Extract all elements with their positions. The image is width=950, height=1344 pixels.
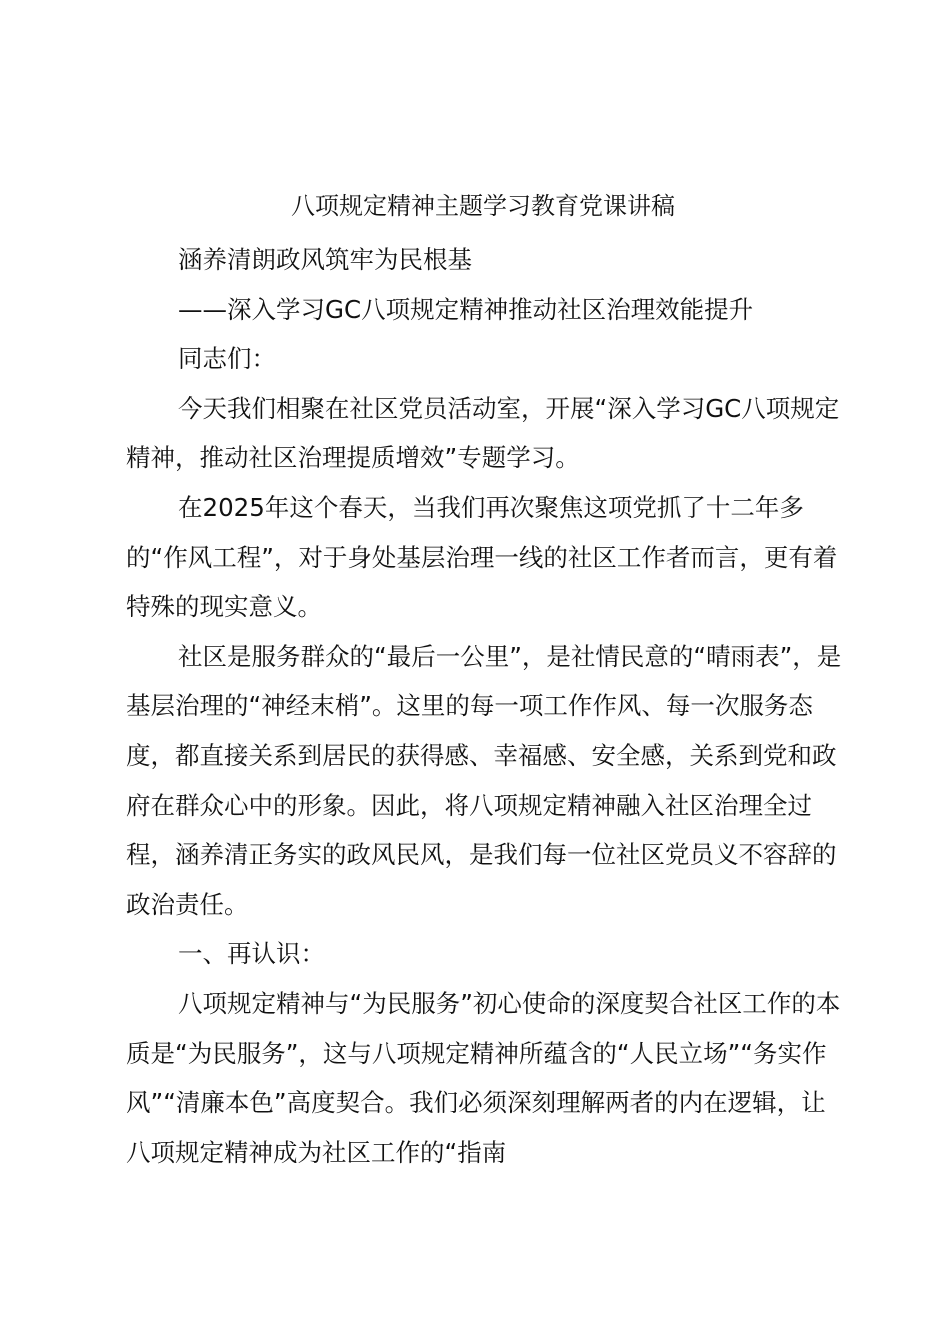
- salutation: 同志们：: [178, 344, 276, 374]
- paragraph: 在2025年这个春天，当我们再次聚焦这项党抓了十二年多的“作风工程”，对于身处基层治理一线的社区工作者而言，更有着特殊的现实意义。: [126, 492, 838, 622]
- document-title: 八项规定精神主题学习教育党课讲稿: [291, 192, 675, 220]
- document-body: [126, 235, 846, 1177]
- paragraph: 今天我们相聚在社区党员活动室，开展“深入学习GC八项规定精神，推动社区治理提质增效”专题学习。: [126, 393, 840, 473]
- section-heading: 一、再认识：: [178, 939, 325, 969]
- subtitle-theme: ——深入学习GC八项规定精神推动社区治理效能提升: [178, 294, 754, 324]
- paragraph: 社区是服务群众的“最后一公里”，是社情民意的“晴雨表”，是基层治理的“神经末梢”。这里的每一项工作作风、每一次服务态度，都直接关系到居民的获得感、幸福感、安全感，关系到党和政府在群众心中的形象。因此，将八项规定精神融入社区治理全过程，涵养清正务实的政风民风，是我们每一位社区党员义不容辞的政治责任。: [126, 641, 842, 919]
- subtitle: 涵养清朗政风筑牢为民根基: [178, 245, 472, 274]
- paragraph: 八项规定精神与“为民服务”初心使命的深度契合社区工作的本质是“为民服务”，这与八项规定精神所蕴含的“人民立场”“务实作风”“清廉本色”高度契合。我们必须深刻理解两者的内在逻辑，让八项规定精神成为社区工作的“指南: [126, 988, 841, 1167]
